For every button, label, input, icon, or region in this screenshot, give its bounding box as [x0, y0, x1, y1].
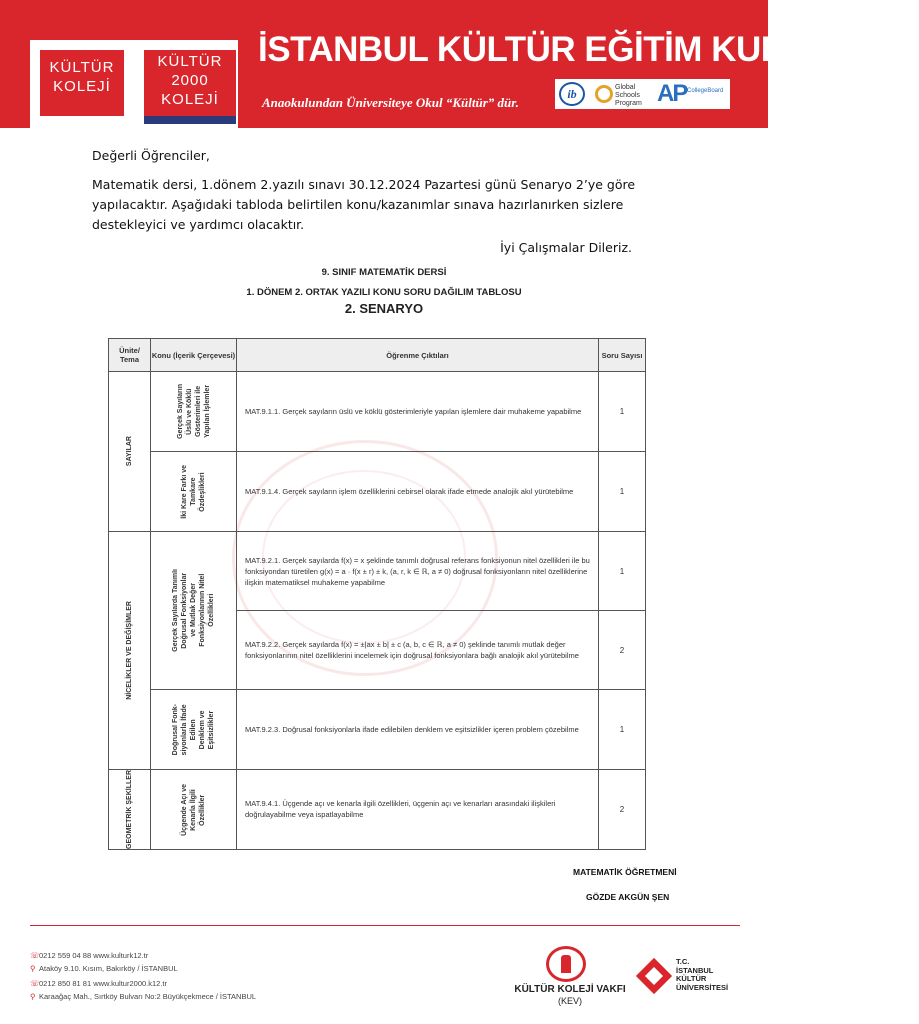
- table-title-scenario: 2. SENARYO: [344, 301, 424, 316]
- letter-closing: İyi Çalışmalar Dileriz.: [500, 240, 632, 255]
- outcome-cell: MAT.9.2.3. Doğrusal fonksiyonlarla ifade edilebilen denklem ve eşitsizlikler içeren problem çözebilme: [237, 690, 599, 770]
- kev-name: KÜLTÜR KOLEJİ VAKFI: [514, 984, 626, 995]
- unit-cell: NİCELİKLER VE DEĞİŞİMLER: [126, 601, 133, 700]
- location-icon: ⚲: [30, 964, 36, 973]
- table-row: [109, 452, 646, 532]
- phone-icon: ☏: [30, 951, 40, 960]
- outcome-cell: MAT.9.2.2. Gerçek sayılarda f(x) = ±|ax ± b| ± c (a, b, c ∈ ℝ, a ≠ 0) şeklinde tanımlı mutlak değer fonksiyonlarının nitel özelliklerini incelemek için doğrusal fonksiyonlara bağlı analojik akıl yürütebilme: [237, 611, 599, 690]
- outcome-cell: MAT.9.1.1. Gerçek sayıların üslü ve köklü gösterimleriyle yapılan işlemlere dair muhakeme yapabilme: [237, 372, 599, 452]
- unit-cell: GEOMETRİK ŞEKİLLER: [126, 770, 133, 849]
- footer-line3: 0212 850 81 81 www.kultur2000.k12.tr: [39, 979, 168, 988]
- brand-title: İSTANBUL KÜLTÜR EĞİTİM KURUMLARI: [258, 30, 919, 69]
- ap-icon: [657, 82, 727, 106]
- table-row: [109, 532, 646, 611]
- iku-emblem-icon: [636, 958, 672, 994]
- logo1-line1: KÜLTÜR: [49, 59, 115, 76]
- unit-cell: SAYILAR: [126, 436, 133, 467]
- footer-address-1: [30, 964, 178, 973]
- top-bar: [0, 0, 768, 22]
- footer-contact-2: [30, 979, 167, 988]
- iku-logo: [638, 958, 748, 998]
- slogan: Anaokulundan Üniversiteye Okul “Kültür” dür.: [262, 95, 519, 110]
- phone-icon: ☏: [30, 979, 40, 988]
- outcome-cell: MAT.9.4.1. Üçgende açı ve kenarla ilgili özellikleri, üçgenin açı ve kenarları arasındaki ilişkileri doğrulayabilme veya ispatlayabilme: [237, 770, 599, 850]
- footer-line2: Ataköy 9.10. Kısım, Bakırköy / İSTANBUL: [39, 964, 178, 973]
- table-row: [109, 690, 646, 770]
- count-cell: 2: [599, 770, 646, 850]
- header-unit: Ünite/ Tema: [109, 339, 151, 372]
- table-row: [109, 372, 646, 452]
- footer-contact-1: [30, 951, 148, 960]
- topic-cell: Üçgende Açı ve Kenarla İlgili Özellikler: [181, 783, 206, 836]
- iku-line1: T.C.: [676, 957, 690, 966]
- outcome-cell: MAT.9.1.4. Gerçek sayıların işlem özelliklerini cebirsel olarak ifade etmede analojik akıl yürütebilme: [237, 452, 599, 532]
- accreditation-badges: [555, 79, 730, 109]
- ap-label: AP: [657, 80, 687, 107]
- iku-line3: KÜLTÜR: [676, 974, 707, 983]
- outcome-cell: MAT.9.2.1. Gerçek sayılarda f(x) = x şeklinde tanımlı doğrusal referans fonksiyonun nitel özellikleri ile bu fonksiyondan türetilen g(x) = a · f(x ± r) ± k, (a, r, k ∈ ℝ, a ≠ 0) doğrusal fonksiyonların nitel özelliklerine ilişkin matematiksel muhakeme yapabilme: [237, 532, 599, 611]
- iku-line4: ÜNİVERSİTESİ: [676, 982, 729, 992]
- kev-logo: [510, 946, 630, 1016]
- count-cell: 1: [599, 372, 646, 452]
- gsp-label: Global Schools Program: [615, 84, 642, 107]
- ib-icon: ib: [559, 82, 585, 106]
- logo1-line2: KOLEJİ: [53, 78, 111, 95]
- global-schools-icon: [595, 82, 653, 106]
- table-row: [109, 770, 646, 850]
- iku-line2: İSTANBUL: [676, 965, 714, 975]
- logo2-line3: KOLEJİ: [161, 91, 219, 108]
- logo2-line2: 2000: [171, 72, 209, 89]
- teacher-name: GÖZDE AKGÜN ŞEN: [586, 892, 670, 902]
- table-title-exam: 1. DÖNEM 2. ORTAK YAZILI KONU SORU DAĞILIM TABLOSU: [246, 287, 522, 298]
- table-header-row: [109, 339, 646, 372]
- topic-cell: İki Kare Farkı ve Tamkare Özdeşlikleri: [181, 464, 206, 519]
- letter-body: Matematik dersi, 1.dönem 2.yazılı sınavı 30.12.2024 Pazartesi günü Senaryo 2’ye göre yapılacaktır. Aşağıdaki tabloda belirtilen konu/kazanımlar sınava hazırlanırken sizlere destekleyici ve yardımcı olacaktır.: [92, 177, 636, 232]
- iku-text: [676, 958, 728, 992]
- header-count: Soru Sayısı: [599, 339, 646, 372]
- footer-divider: [30, 925, 740, 926]
- header-outcomes: Öğrenme Çıktıları: [237, 339, 599, 372]
- footer-address-2: [30, 992, 256, 1001]
- kultur-2000-koleji-logo: [140, 40, 238, 128]
- kultur-koleji-logo: [30, 40, 140, 128]
- topic-cell: Gerçek Sayıların Üslü ve Köklü Gösterimleri ile Yapılan İşlemler: [176, 384, 211, 439]
- count-cell: 1: [599, 690, 646, 770]
- table-title-course: 9. SINIF MATEMATİK DERSİ: [321, 267, 447, 278]
- topic-cell: Doğrusal Fonk- siyonlarla İfade Edilen Denklem ve Eşitsizlikler: [172, 703, 215, 756]
- topic-cell: Gerçek Sayılarda Tanımlı Doğrusal Fonksiyonlar ve Mutlak Değer Fonksiyonlarının Nitel Özellikleri: [172, 569, 215, 652]
- header-topic: Konu (İçerik Çerçevesi): [151, 339, 237, 372]
- count-cell: 1: [599, 452, 646, 532]
- count-cell: 1: [599, 532, 646, 611]
- logo2-line1: KÜLTÜR: [157, 53, 223, 70]
- footer-line4: Karaağaç Mah., Sırtköy Bulvarı No:2 Büyükçekmece / İSTANBUL: [39, 992, 257, 1001]
- collegeboard-label: CollegeBoard: [687, 88, 724, 94]
- count-cell: 2: [599, 611, 646, 690]
- letter-greeting: Değerli Öğrenciler,: [92, 148, 210, 163]
- location-icon: ⚲: [30, 992, 36, 1001]
- kev-emblem-icon: [546, 946, 586, 982]
- kev-abbr: (KEV): [557, 996, 582, 1006]
- teacher-title: MATEMATİK ÖĞRETMENİ: [573, 867, 677, 877]
- topic-distribution-table: [108, 338, 646, 850]
- logo2-underline: [144, 116, 236, 124]
- footer-line1: 0212 559 04 88 www.kulturk12.tr: [39, 951, 149, 960]
